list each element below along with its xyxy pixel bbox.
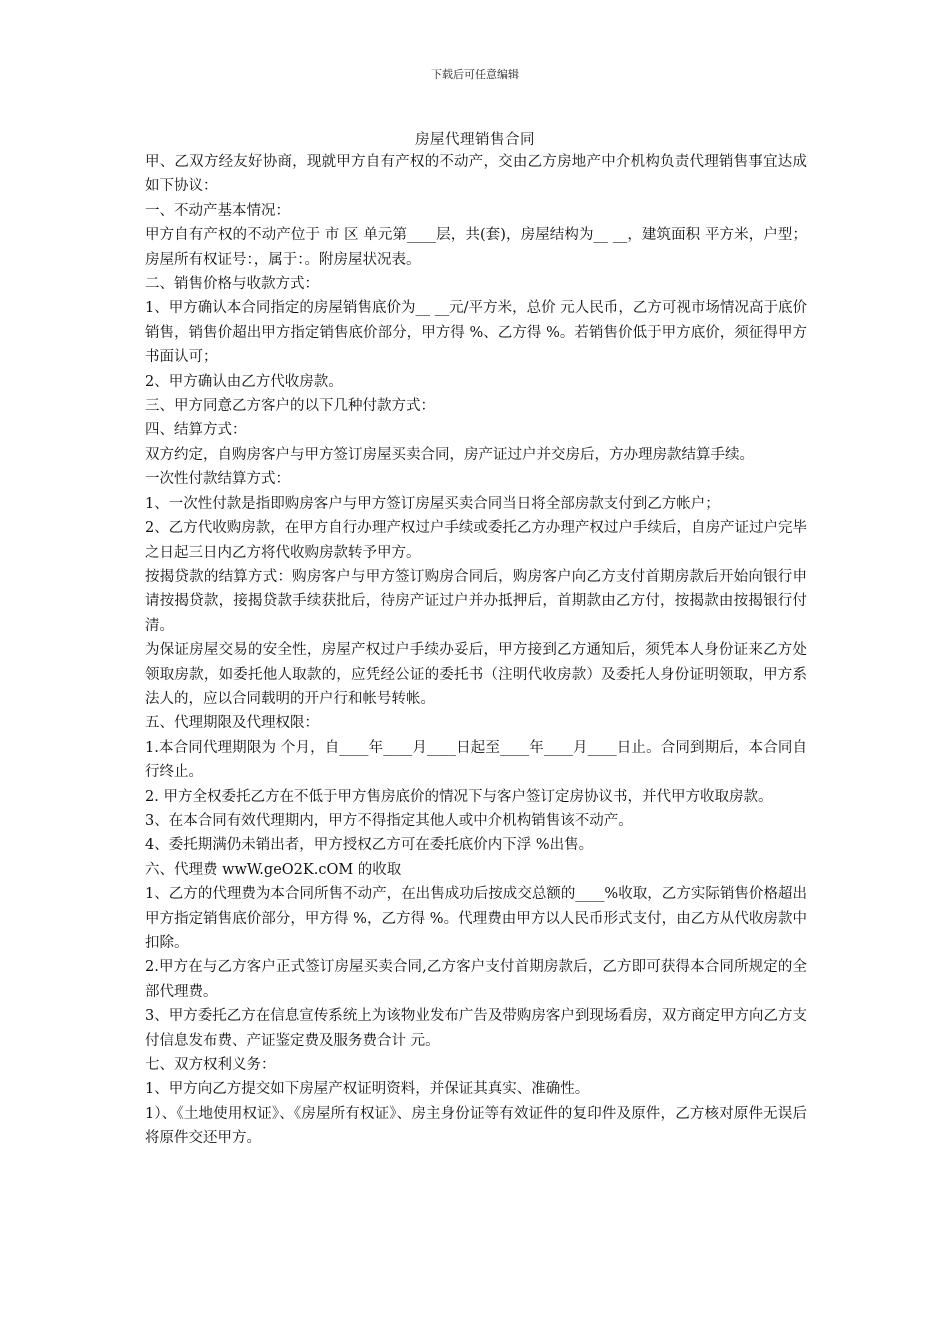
paragraph-intro: 甲、乙双方经友好协商，现就甲方自有产权的不动产，交由乙方房地产中介机构负责代理销售事宜达成如下协议：	[145, 154, 807, 195]
paragraph: 按揭贷款的结算方式：购房客户与甲方签订购房合同后，购房客户向乙方支付首期房款后开始向银行申请按揭贷款，接揭贷款手续获批后，待房产证过户并办抵押后，首期款由乙方付，按揭款由按揭银行付清。	[145, 568, 807, 634]
paragraph: 甲方自有产权的不动产位于 市 区 单元第____层，共(套)，房屋结构为__ __，建筑面积 平方米，户型；房屋所有权证号：，属于：。附房屋状况表。	[145, 227, 807, 268]
paragraph: 2.甲方在与乙方客户正式签订房屋买卖合同,乙方客户支付首期房款后，乙方即可获得本合同所规定的全部代理费。	[145, 959, 807, 1000]
header-note: 下载后可任意编辑	[431, 68, 519, 81]
document-body	[145, 150, 807, 1151]
document-title: 房屋代理销售合同	[415, 132, 535, 148]
section-heading-7: 七、双方权利义务：	[145, 1057, 276, 1074]
section-heading-6: 六、代理费 wwW.geO2K.cOM 的收取	[145, 861, 402, 878]
subheading: 一次性付款结算方式：	[145, 471, 290, 488]
paragraph: 1、甲方确认本合同指定的房屋销售底价为__ __元/平方米，总价 元人民币，乙方可视市场情况高于底价销售，销售价超出甲方指定销售底价部分，甲方得 %、乙方得 %。若销售价低于甲方底价，须征得甲方书面认可；	[145, 300, 807, 366]
paragraph: 3、甲方委托乙方在信息宣传系统上为该物业发布广告及带购房客户到现场看房，双方商定甲方向乙方支付信息发布费、产证鉴定费及服务费合计 元。	[145, 1008, 807, 1049]
section-heading-4: 四、结算方式：	[145, 422, 247, 439]
paragraph: 3、在本合同有效代理期内，甲方不得指定其他人或中介机构销售该不动产。	[145, 812, 633, 829]
paragraph: 2、甲方确认由乙方代收房款。	[145, 373, 343, 390]
section-heading-2: 二、销售价格与收款方式：	[145, 276, 319, 293]
section-heading-5: 五、代理期限及代理权限：	[145, 715, 319, 732]
paragraph: 1）、《土地使用权证》、《房屋所有权证》、房主身份证等有效证件的复印件及原件，乙方核对原件无误后将原件交还甲方。	[145, 1105, 807, 1147]
paragraph: 2、乙方代收购房款，在甲方自行办理产权过户手续或委托乙方办理产权过户手续后，自房产证过户完毕之日起三日内乙方将代收购房款转予甲方。	[145, 520, 807, 561]
paragraph: 1.本合同代理期限为 个月，自____年____月____日起至____年____月____日止。合同到期后，本合同自行终止。	[145, 739, 807, 781]
section-heading-1: 一、不动产基本情况：	[145, 202, 290, 219]
section-heading-3: 三、甲方同意乙方客户的以下几种付款方式：	[145, 398, 435, 415]
paragraph: 4、委托期满仍未销出者，甲方授权乙方可在委托底价内下浮 %出售。	[145, 837, 594, 854]
paragraph: 1、乙方的代理费为本合同所售不动产，在出售成功后按成交总额的____%收取，乙方实际销售价格超出甲方指定销售底价部分，甲方得 %，乙方得 %。代理费由甲方以人民币形式支付，由乙方从代收房款中扣除。	[145, 886, 807, 951]
paragraph: 双方约定，自购房客户与甲方签订房屋买卖合同，房产证过户并交房后，方办理房款结算手续。	[145, 446, 754, 463]
paragraph: 1、一次性付款是指即购房客户与甲方签订房屋买卖合同当日将全部房款支付到乙方帐户；	[145, 495, 720, 512]
paragraph: 为保证房屋交易的安全性，房屋产权过户手续办妥后，甲方接到乙方通知后，须凭本人身份证来乙方处领取房款，如委托他人取款的，应凭经公证的委托书（注明代收房款）及委托人身份证明领取，甲方系法人的，应以合同载明的开户行和帐号转帐。	[145, 642, 807, 707]
paragraph: 2. 甲方全权委托乙方在不低于甲方售房底价的情况下与客户签订定房协议书，并代甲方收取房款。	[145, 788, 773, 805]
paragraph: 1、甲方向乙方提交如下房屋产权证明资料，并保证其真实、准确性。	[145, 1081, 590, 1098]
